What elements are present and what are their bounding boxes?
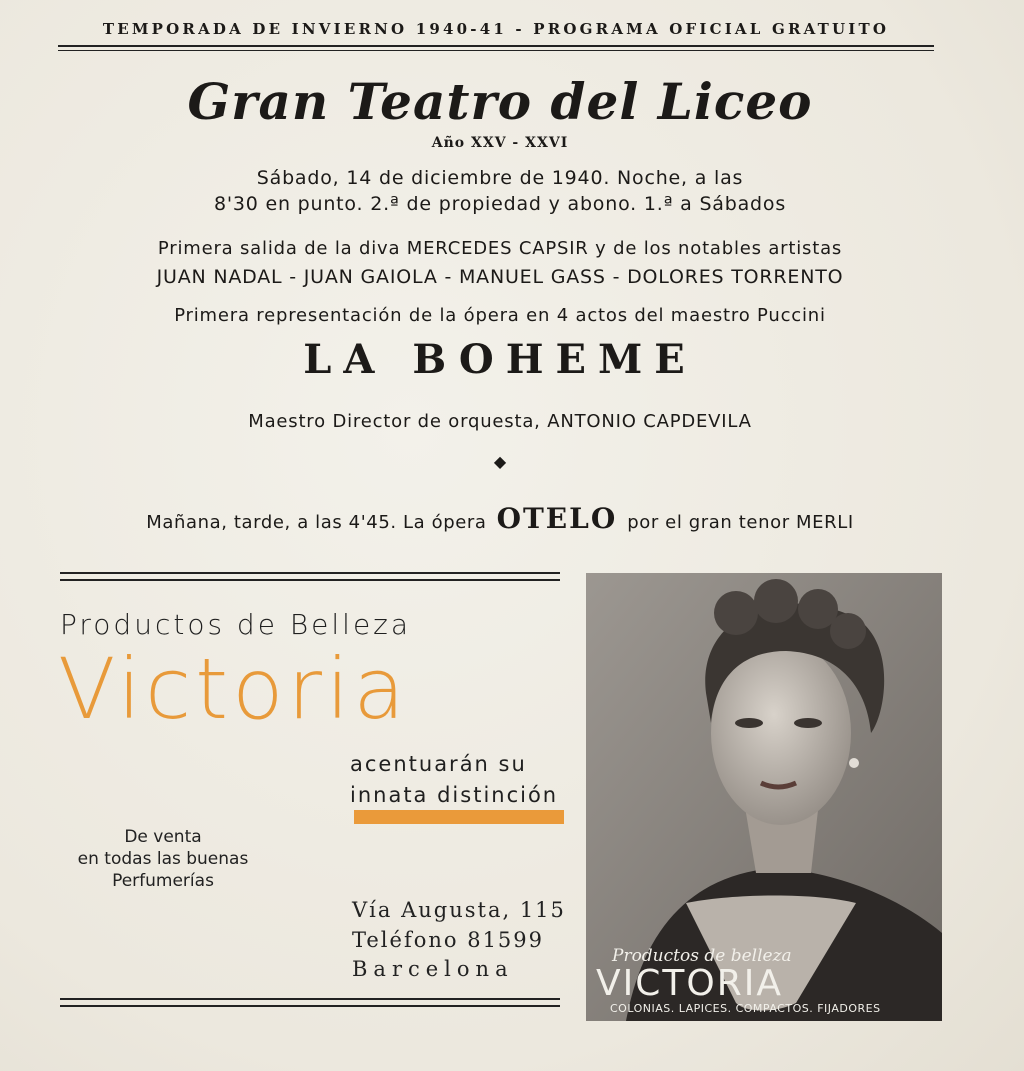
next-performance-tenor: por el gran tenor MERLI bbox=[627, 512, 854, 533]
opera-title: LA BOHEME bbox=[303, 336, 697, 383]
artists-intro: Primera salida de la diva MERCEDES CAPSIR y de los notables artistas bbox=[157, 238, 843, 259]
date-line: Sábado, 14 de diciembre de 1940. Noche, a las bbox=[256, 167, 744, 189]
ad-address-street: Vía Augusta, 115 bbox=[352, 898, 566, 922]
ad-underline-bar bbox=[354, 810, 564, 824]
ad-sale-note bbox=[48, 826, 278, 892]
ad-top-rule bbox=[60, 572, 560, 581]
header-rule bbox=[58, 45, 934, 47]
artists-list: JUAN NADAL - JUAN GAIOLA - MANUEL GASS - DOLORES TORRENTO bbox=[156, 266, 844, 288]
ad-tagline: Productos de Belleza bbox=[60, 608, 412, 641]
ad-slogan-1: acentuarán su bbox=[350, 752, 527, 776]
ad-bottom-rule bbox=[60, 998, 560, 1007]
photo-tagline: Productos de belleza bbox=[612, 946, 792, 966]
next-opera-title: OTELO bbox=[496, 502, 618, 535]
time-line: 8'30 en punto. 2.ª de propiedad y abono. 1.ª a Sábados bbox=[213, 193, 787, 215]
photo-brand: VICTORIA bbox=[596, 963, 783, 1004]
ad-sale-line-1: De venta bbox=[124, 827, 202, 847]
header-rule-thin bbox=[58, 50, 934, 51]
season-header: TEMPORADA DE INVIERNO 1940-41 - PROGRAMA OFICIAL GRATUITO bbox=[102, 20, 890, 38]
premiere-line: Primera representación de la ópera en 4 actos del maestro Puccini bbox=[174, 305, 826, 326]
ad-portrait-photo bbox=[586, 573, 942, 1021]
photo-products: COLONIAS. LAPICES. COMPACTOS. FIJADORES bbox=[610, 1002, 881, 1015]
photo-brand-block bbox=[596, 946, 881, 1015]
season-years: Año XXV - XXVI bbox=[431, 135, 569, 151]
ad-address-city: Barcelona bbox=[352, 957, 514, 981]
next-performance-text: Mañana, tarde, a las 4'45. La ópera bbox=[146, 512, 487, 533]
ad-sale-line-2: en todas las buenas bbox=[77, 849, 249, 869]
conductor-line: Maestro Director de orquesta, ANTONIO CAPDEVILA bbox=[248, 411, 752, 432]
theatre-title: Gran Teatro del Liceo bbox=[187, 72, 813, 131]
ad-brand: Victoria bbox=[58, 640, 409, 738]
ad-slogan-2: innata distinción bbox=[350, 783, 559, 807]
ad-sale-line-3: Perfumerías bbox=[112, 871, 214, 891]
ad-address-phone: Teléfono 81599 bbox=[352, 928, 545, 952]
next-performance bbox=[0, 502, 1000, 535]
diamond-separator-icon: ◆ bbox=[493, 452, 507, 471]
